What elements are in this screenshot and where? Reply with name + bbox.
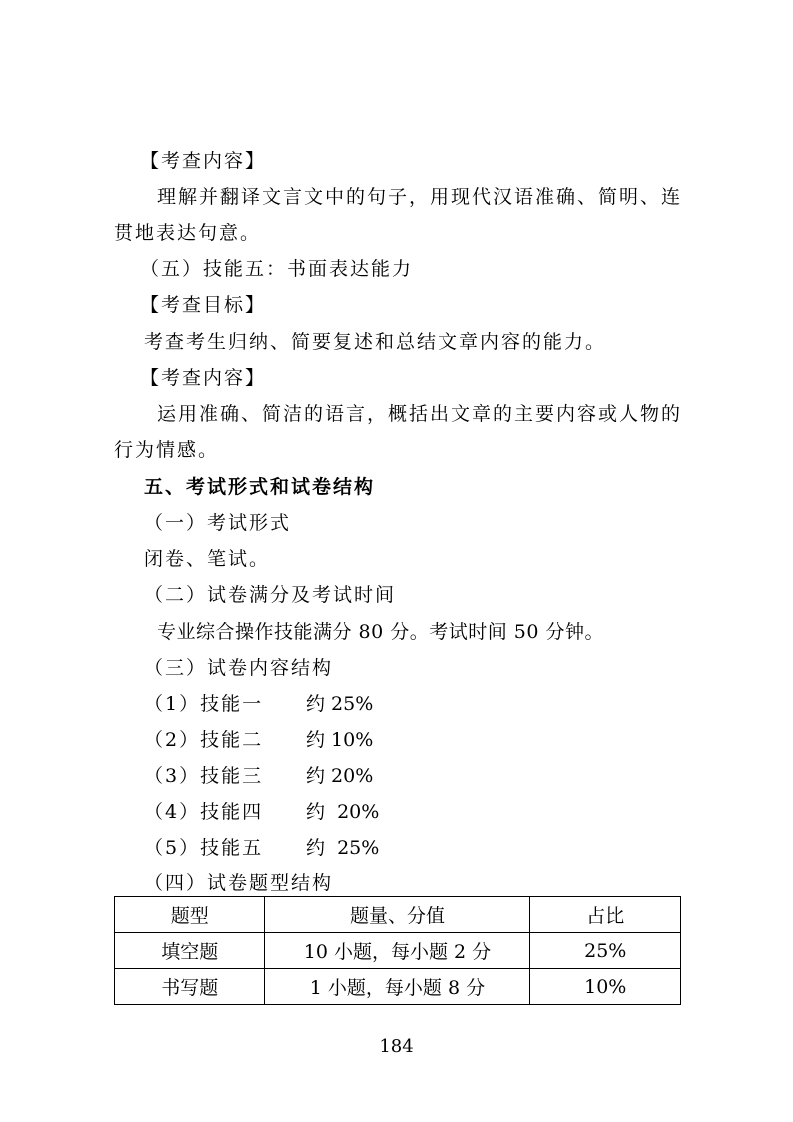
table-cell: 书写题 [115, 969, 265, 1005]
skill-label: （5）技能五 [144, 837, 264, 859]
subsection-heading: （一）考试形式 [144, 512, 292, 534]
table-row [115, 933, 681, 969]
subsection-heading: （三）试卷内容结构 [144, 657, 334, 679]
table-cell: 10% [530, 969, 681, 1005]
paragraph-line: 考查考生归纳、简要复述和总结文章内容的能力。 [144, 331, 607, 353]
paragraph-line: 贯地表达句意。 [114, 222, 262, 244]
table-header-cell: 题量、分值 [265, 897, 530, 933]
skill-label: （2）技能二 [144, 729, 264, 751]
table-header-cell: 占比 [530, 897, 681, 933]
table-row [115, 969, 681, 1005]
chapter-heading: 五、考试形式和试卷结构 [144, 476, 376, 498]
table-header-cell: 题型 [115, 897, 265, 933]
table-cell: 1 小题，每小题 8 分 [265, 969, 530, 1005]
section-heading: 【考查目标】 [140, 294, 267, 316]
table-cell: 25% [530, 933, 681, 969]
skill-label: （1）技能一 [144, 693, 264, 715]
skill-percent: 约 10% [306, 729, 374, 751]
subsection-heading: （五）技能五：书面表达能力 [140, 258, 414, 280]
skill-percent: 约 20% [306, 801, 380, 823]
question-type-table [114, 896, 681, 1005]
paragraph-line: 闭卷、笔试。 [144, 548, 271, 570]
skill-percent: 约 25% [306, 837, 380, 859]
paragraph-line: 运用准确、简洁的语言，概括出文章的主要内容或人物的 [157, 403, 683, 425]
subsection-heading: （二）试卷满分及考试时间 [144, 584, 397, 606]
skill-label: （4）技能四 [144, 801, 264, 823]
paragraph-line: 专业综合操作技能满分 80 分。考试时间 50 分钟。 [157, 621, 605, 643]
table-cell: 填空题 [115, 933, 265, 969]
paragraph-line: 行为情感。 [114, 439, 220, 461]
table-cell: 10 小题，每小题 2 分 [265, 933, 530, 969]
section-heading: 【考查内容】 [140, 367, 267, 389]
skill-label: （3）技能三 [144, 765, 264, 787]
skill-percent: 约 25% [306, 693, 374, 715]
paragraph-line: 理解并翻译文言文中的句子，用现代汉语准确、简明、连 [157, 186, 683, 208]
table-header-row [115, 897, 681, 933]
section-heading: 【考查内容】 [140, 150, 267, 172]
skill-percent: 约 20% [306, 765, 374, 787]
page-number: 184 [379, 1036, 414, 1057]
subsection-heading: （四）试卷题型结构 [144, 872, 334, 894]
